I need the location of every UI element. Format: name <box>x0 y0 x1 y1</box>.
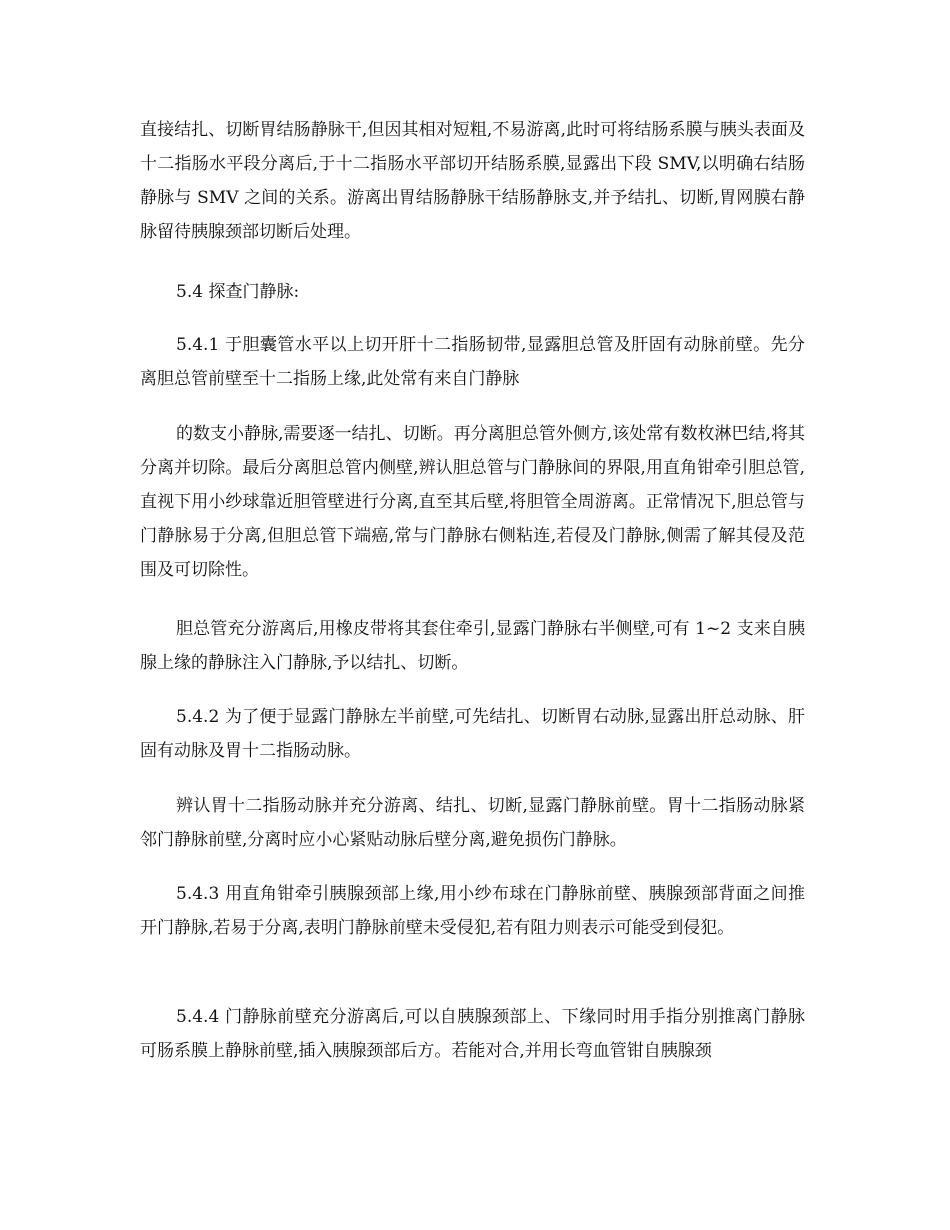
paragraph-5-4-4: 5.4.4 门静脉前壁充分游离后,可以自胰腺颈部上、下缘同时用手指分别推离门静脉可肠系膜上静脉前壁,插入胰腺颈部后方。若能对合,并用长弯血管钳自胰腺颈 <box>140 1007 805 1061</box>
paragraph-4: 胆总管充分游离后,用橡皮带将其套住牵引,显露门静脉右半侧壁,可有 1~2 支来自胰腺上缘的静脉注入门静脉,予以结扎、切断。 <box>140 619 805 673</box>
paragraph-5-4-3: 5.4.3 用直角钳牵引胰腺颈部上缘,用小纱布球在门静脉前壁、胰腺颈部背面之间推开门静脉,若易于分离,表明门静脉前壁未受侵犯,若有阻力则表示可能受到侵犯。 <box>140 884 805 938</box>
paragraph-6: 辨认胃十二指肠动脉并充分游离、结扎、切断,显露门静脉前壁。胃十二指肠动脉紧邻门静脉前壁,分离时应小心紧贴动脉后壁分离,避免损伤门静脉。 <box>140 796 805 850</box>
paragraph-1: 直接结扎、切断胃结肠静脉干,但因其相对短粗,不易游离,此时可将结肠系膜与胰头表面及十二指肠水平段分离后,于十二指肠水平部切开结肠系膜,显露出下段 SMV,以明确右结肠静脉与 SMV 之间的关系。游离出胃结肠静脉干结肠静脉支,并予结扎、切断,胃网膜右静脉留待胰腺颈部切断后处理。 <box>140 120 805 242</box>
paragraph-5-4-1: 5.4.1 于胆囊管水平以上切开肝十二指肠韧带,显露胆总管及肝固有动脉前壁。先分离胆总管前壁至十二指肠上缘,此处常有来自门静脉 <box>140 335 805 389</box>
paragraph-5-4-2: 5.4.2 为了便于显露门静脉左半前壁,可先结扎、切断胃右动脉,显露出肝总动脉、肝固有动脉及胃十二指肠动脉。 <box>140 707 805 761</box>
section-heading-5-4: 5.4 探查门静脉: <box>176 282 300 302</box>
paragraph-3: 的数支小静脉,需要逐一结扎、切断。再分离胆总管外侧方,该处常有数枚淋巴结,将其分离并切除。最后分离胆总管内侧壁,辨认胆总管与门静脉间的界限,用直角钳牵引胆总管,直视下用小纱球靠近胆管壁进行分离,直至其后壁,将胆管全周游离。正常情况下,胆总管与门静脉易于分离,但胆总管下端癌,常与门静脉右侧粘连,若侵及门静脉,侧需了解其侵及范围及可切除性。 <box>140 424 805 580</box>
